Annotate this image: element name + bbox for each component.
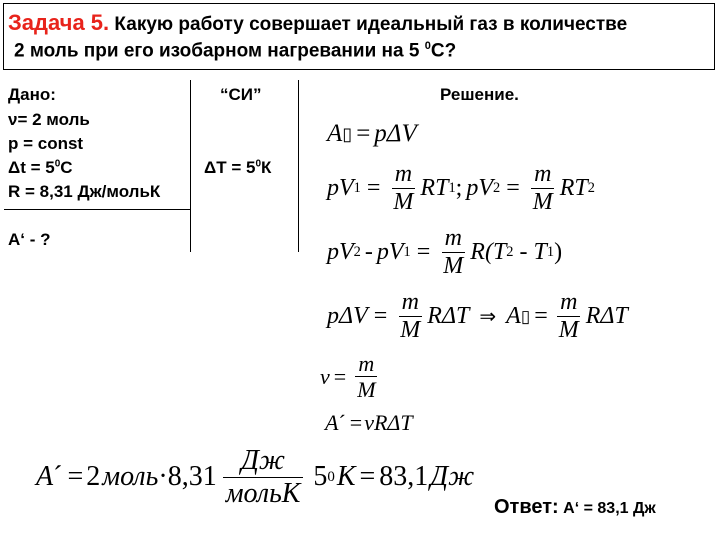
given-dt: $\Delta t = 5^0С$ bbox=[8, 158, 73, 177]
task-label: Задача 5. bbox=[8, 10, 110, 35]
answer: Ответ: А‘ = 83,1 Дж bbox=[494, 496, 656, 518]
equation-states: pV 1 = $\frac{m}{M}$ RT 1 ; pV 2 = $\frac{m}{M}$ RT 2 bbox=[327, 161, 595, 216]
si-dT: $\Delta T = 5^0К$ bbox=[204, 158, 272, 177]
question-end: С? bbox=[430, 40, 457, 62]
given-nu: ν= 2 моль bbox=[8, 110, 90, 129]
given-find: А‘ - ? bbox=[8, 230, 51, 249]
equation-work: A ▯ = pΔV bbox=[327, 120, 417, 147]
divider-si-solution bbox=[298, 80, 299, 252]
task-header-box bbox=[3, 3, 715, 70]
question-line1: Какую работу совершает идеальный газ в количестве bbox=[114, 14, 628, 35]
answer-label: Ответ bbox=[494, 496, 553, 518]
question-degree: 0 bbox=[424, 40, 431, 52]
equation-work-heat: pΔV = $\frac{m}{M}$ RΔT ⇒ A ▯ = $\frac{m}{M}$ RΔT bbox=[327, 289, 628, 344]
given-r: R = 8,31 Дж/мольК bbox=[8, 182, 161, 201]
equation-nu: ν = $\frac{m}{M}$ bbox=[320, 351, 376, 403]
question-line2: 2 моль при его изобарном нагревании на 5 bbox=[14, 40, 420, 62]
given-p: p = const bbox=[8, 134, 84, 153]
task-title-line2 bbox=[14, 40, 456, 62]
given-title: Дано: bbox=[8, 85, 56, 104]
solution-title: Решение. bbox=[440, 85, 519, 104]
si-title: “СИ” bbox=[220, 85, 262, 104]
equation-work-final: A ´ = νRΔT bbox=[325, 410, 413, 435]
answer-value: А‘ = 83,1 Дж bbox=[563, 500, 656, 517]
equation-numeric: A ´ = 2 моль · 8,31 $\frac{Дж}{\text{мольК}}$ 5 0 К = 83,1 Дж bbox=[36, 445, 475, 510]
task-title-line1 bbox=[8, 10, 627, 36]
given-divider bbox=[4, 209, 190, 210]
equation-difference: pV 2 - pV 1 = $\frac{m}{M}$ R(T 2 - T 1 ) bbox=[327, 225, 563, 280]
divider-given-si bbox=[190, 80, 191, 252]
